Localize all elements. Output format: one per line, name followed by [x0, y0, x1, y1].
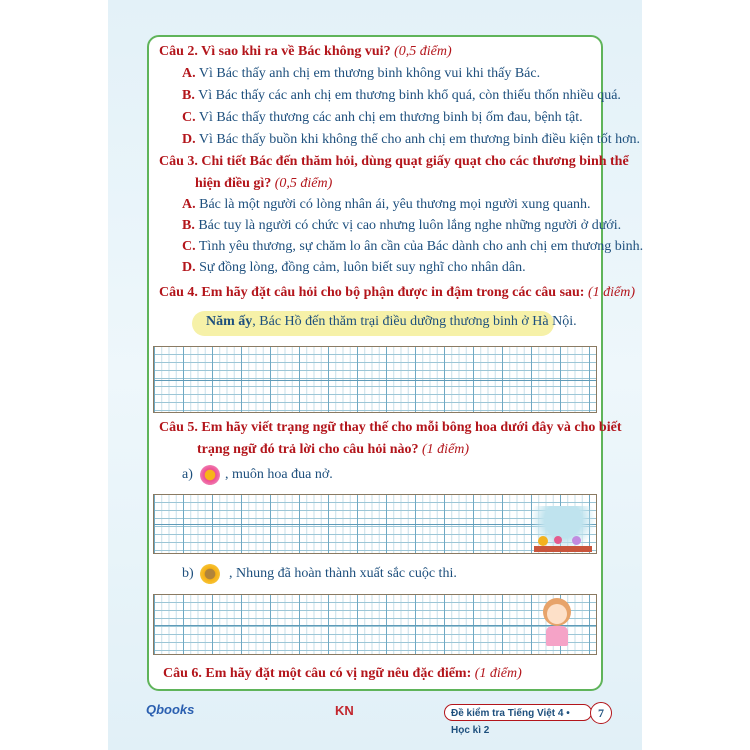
q4-example-sentence: Năm ấy, Bác Hồ đến thăm trại điều dưỡng thương binh ở Hà Nội. [206, 314, 577, 329]
book-title-badge: Đề kiểm tra Tiếng Việt 4 • Học kì 2 [444, 704, 592, 721]
q3-title: Câu 3. Chi tiết Bác đến thăm hỏi, dùng quạt giấy quạt cho các thương binh thể [159, 154, 629, 169]
q5b-sentence: , Nhung đã hoàn thành xuất sắc cuộc thi. [229, 566, 457, 581]
q5b-label: b) [182, 566, 194, 581]
kn-logo: KN [335, 703, 354, 718]
q5-title-line2: trạng ngữ đó trả lời cho câu hỏi nào? (1 điểm) [197, 442, 470, 457]
q2-option-d: D. Vì Bác thấy buồn khi không thể cho anh chị em thương binh điều kiện tốt hơn. [182, 132, 641, 147]
q2-option-c: C. Vì Bác thấy thương các anh chị em thương binh bị ốm đau, bệnh tật. [182, 110, 583, 125]
q3-option-d: D. Sự đồng lòng, đồng cảm, luôn biết suy nghĩ cho nhân dân. [182, 260, 526, 275]
q4-title: Câu 4. Em hãy đặt câu hỏi cho bộ phận được in đậm trong các câu sau: (1 điểm) [159, 285, 636, 300]
girl-illustration [540, 598, 574, 648]
q2-title: Câu 2. Vì sao khi ra về Bác không vui? (0,5 điểm) [159, 44, 452, 59]
page-number: 7 [590, 702, 612, 724]
q3-title-line2: hiện điều gì? (0,5 điểm) [195, 176, 333, 191]
q5a-sentence: , muôn hoa đua nở. [225, 467, 333, 482]
q5-title: Câu 5. Em hãy viết trạng ngữ thay thế cho mỗi bông hoa dưới đây và cho biết [159, 420, 622, 435]
answer-grid-q5b[interactable] [153, 594, 597, 655]
q6-title: Câu 6. Em hãy đặt một câu có vị ngữ nêu đặc điểm: (1 điểm) [163, 666, 522, 681]
pink-flower-icon [200, 465, 220, 485]
answer-grid-q4[interactable] [153, 346, 597, 413]
qbooks-logo: Qbooks [146, 702, 195, 717]
sunflower-icon [200, 564, 220, 584]
q2-option-a: A. Vì Bác thấy anh chị em thương binh không vui khi thấy Bác. [182, 66, 541, 81]
q2-option-b: B. Vì Bác thấy các anh chị em thương binh khổ quá, còn thiếu thốn nhiều quá. [182, 88, 621, 103]
q3-option-a: A. Bác là một người có lòng nhân ái, yêu thương mọi người xung quanh. [182, 197, 591, 212]
q3-option-b: B. Bác tuy là người có chức vị cao nhưng luôn lắng nghe những người ở dưới. [182, 218, 622, 233]
q3-option-c: C. Tình yêu thương, sự chăm lo ân cần của Bác dành cho anh chị em thương binh. [182, 239, 644, 254]
q5a-label: a) [182, 467, 193, 482]
flower-garden-illustration [530, 506, 596, 552]
